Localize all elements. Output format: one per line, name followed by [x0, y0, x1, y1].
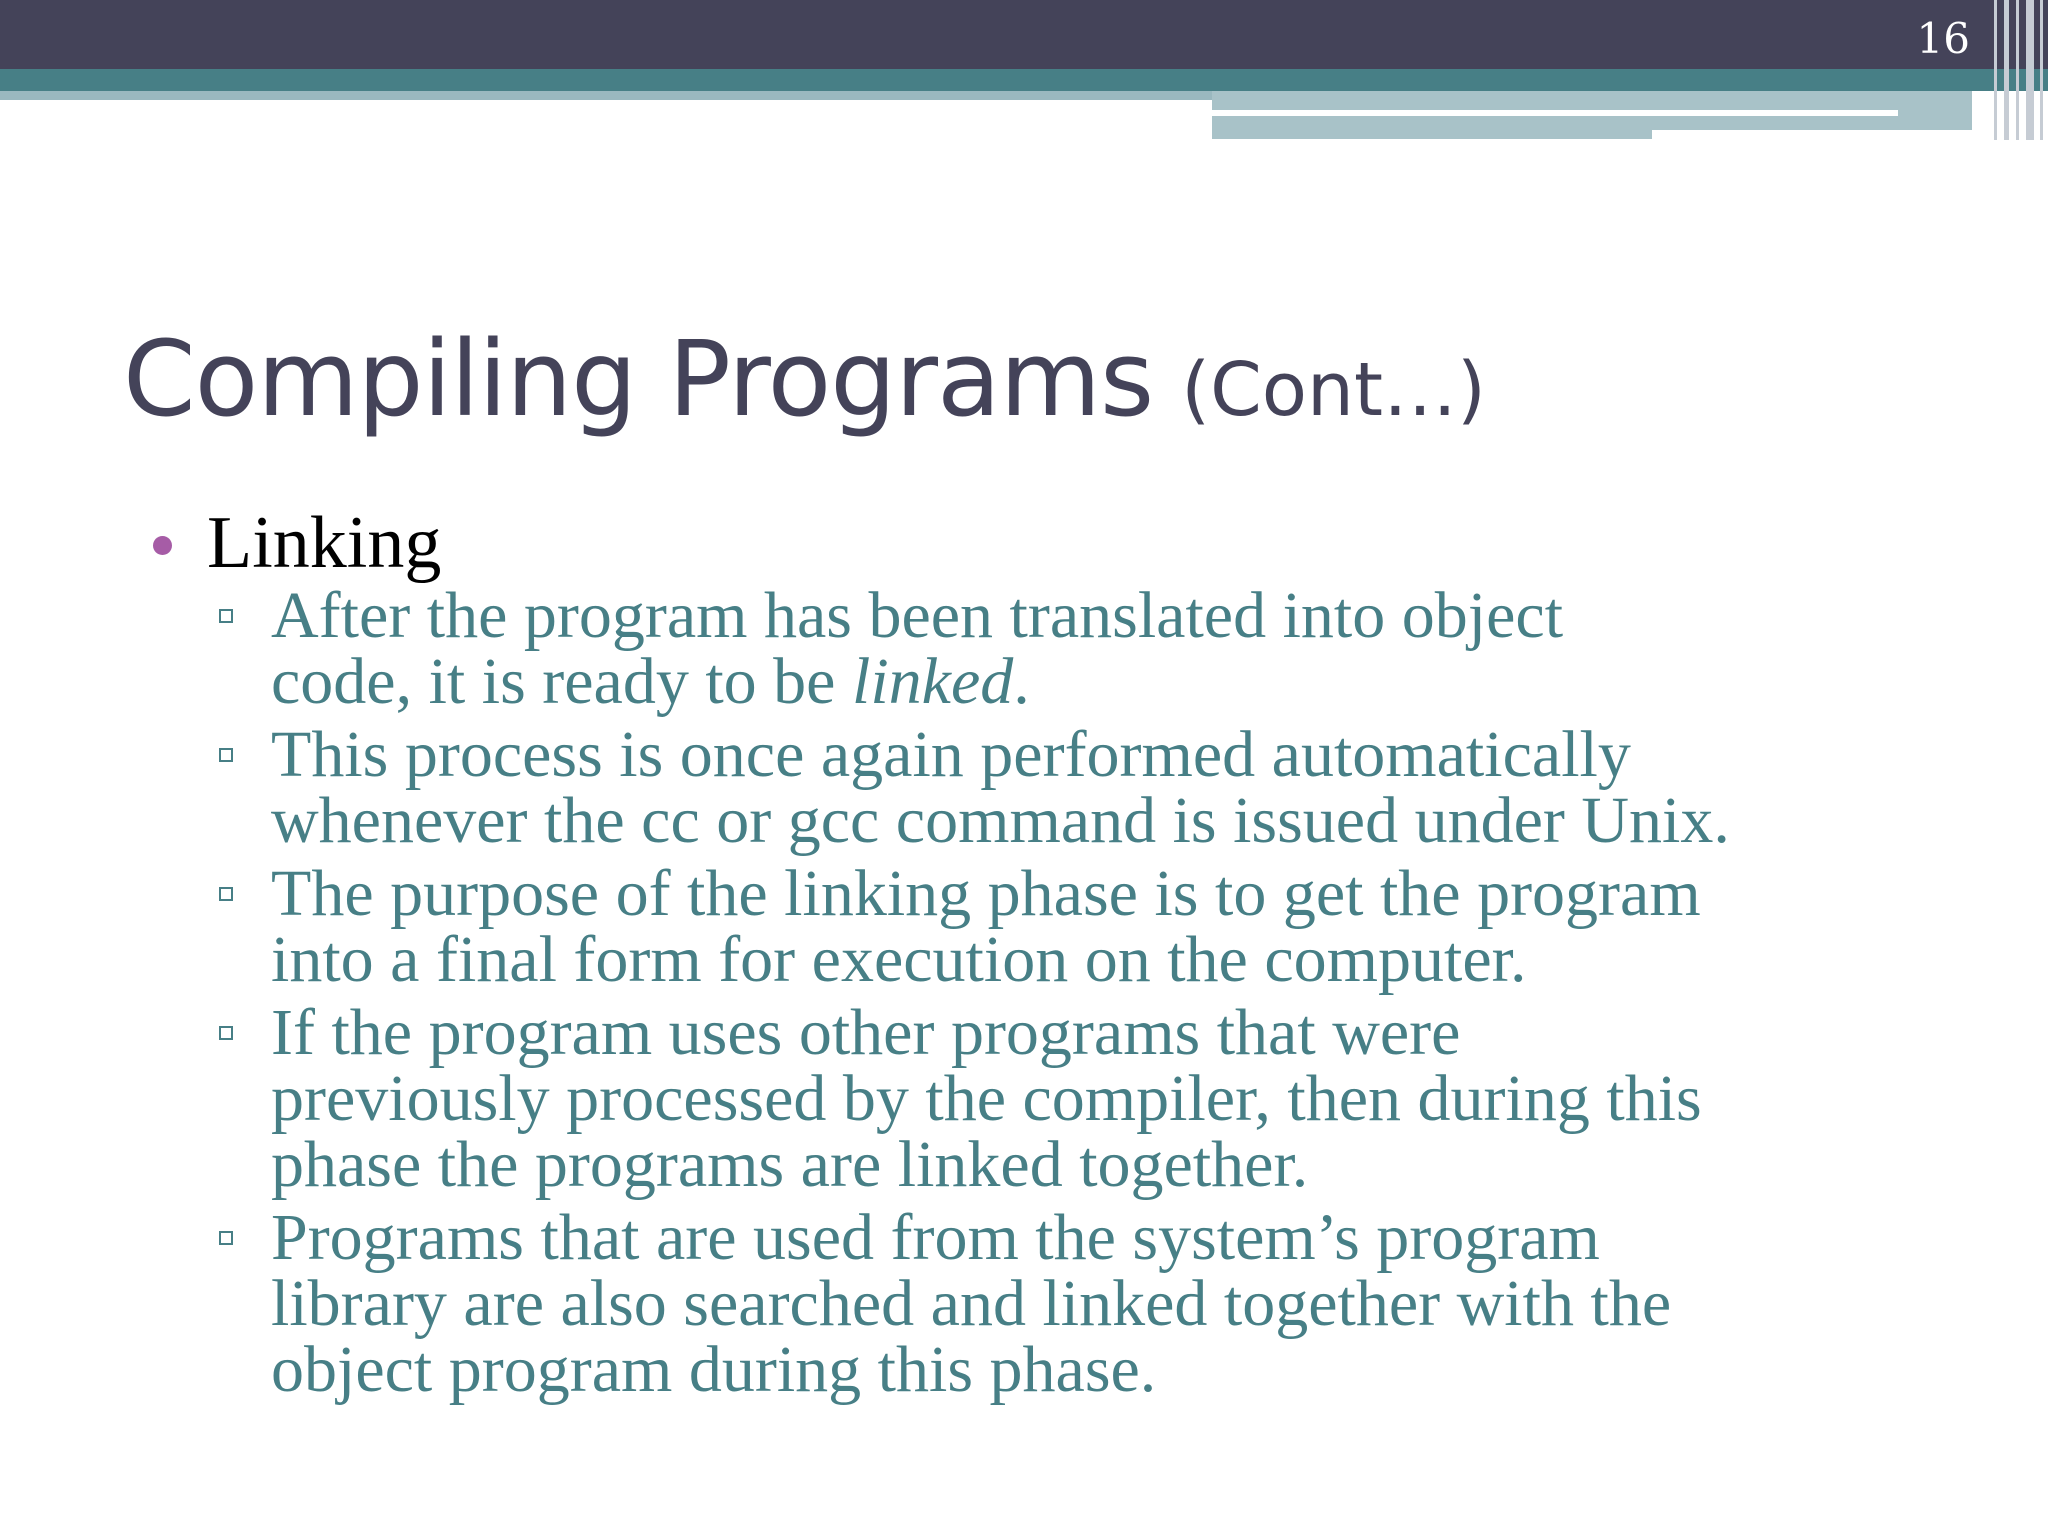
sub-bullet-text: code, it is ready to be: [271, 645, 852, 718]
sub-bullet-item: [145, 579, 2025, 718]
sub-bullet-line: object program during this phase.: [271, 1333, 1157, 1406]
slide-title: [123, 318, 1486, 440]
sub-bullet-item: [145, 718, 2025, 857]
bullet-label: Linking: [207, 502, 442, 584]
sub-bullet-line: library are also searched and linked together with the: [271, 1267, 1672, 1340]
header-edge-lines: [1990, 0, 2048, 140]
sub-bullet-line: The purpose of the linking phase is to get the program: [271, 857, 1701, 930]
square-bullet-icon: [219, 748, 233, 762]
sub-bullet-item: [145, 996, 2025, 1201]
square-bullet-icon: [219, 1231, 233, 1245]
sub-bullet-line: If the program uses other programs that were: [271, 996, 1461, 1069]
header-divider-line: [1212, 110, 1898, 116]
bullet-linking: [145, 503, 2025, 583]
title-main: Compiling Programs: [123, 318, 1154, 440]
square-bullet-icon: [219, 609, 233, 623]
header-bar-dark: [0, 0, 2048, 69]
sub-bullet-line: [271, 645, 2025, 718]
emphasis-text: linked: [851, 645, 1014, 718]
header-bar-light-left: [0, 91, 1212, 100]
bullet-dot-icon: [153, 536, 172, 555]
sub-bullet-list: [145, 579, 2025, 1406]
sub-bullet-line: This process is once again performed automatically: [271, 718, 1631, 791]
sub-bullet-tail: .: [1013, 645, 1030, 718]
sub-bullet-item: [145, 1201, 2025, 1406]
slide-content: [145, 503, 2025, 1410]
header-bar-teal: [0, 69, 2048, 91]
square-bullet-icon: [219, 887, 233, 901]
sub-bullet-line: previously processed by the compiler, then during this: [271, 1062, 1702, 1135]
header-divider-line-2: [1652, 130, 1972, 139]
sub-bullet-line: into a final form for execution on the computer.: [271, 923, 1527, 996]
sub-bullet-line: Programs that are used from the system’s program: [271, 1201, 1600, 1274]
slide-number: 16: [1916, 14, 1970, 63]
sub-bullet-line: phase the programs are linked together.: [271, 1128, 1309, 1201]
sub-bullet-item: [145, 857, 2025, 996]
square-bullet-icon: [219, 1026, 233, 1040]
sub-bullet-line: After the program has been translated into object: [271, 579, 1564, 652]
sub-bullet-line: whenever the cc or gcc command is issued under Unix.: [271, 784, 1730, 857]
title-sub: (Cont…): [1181, 347, 1486, 433]
